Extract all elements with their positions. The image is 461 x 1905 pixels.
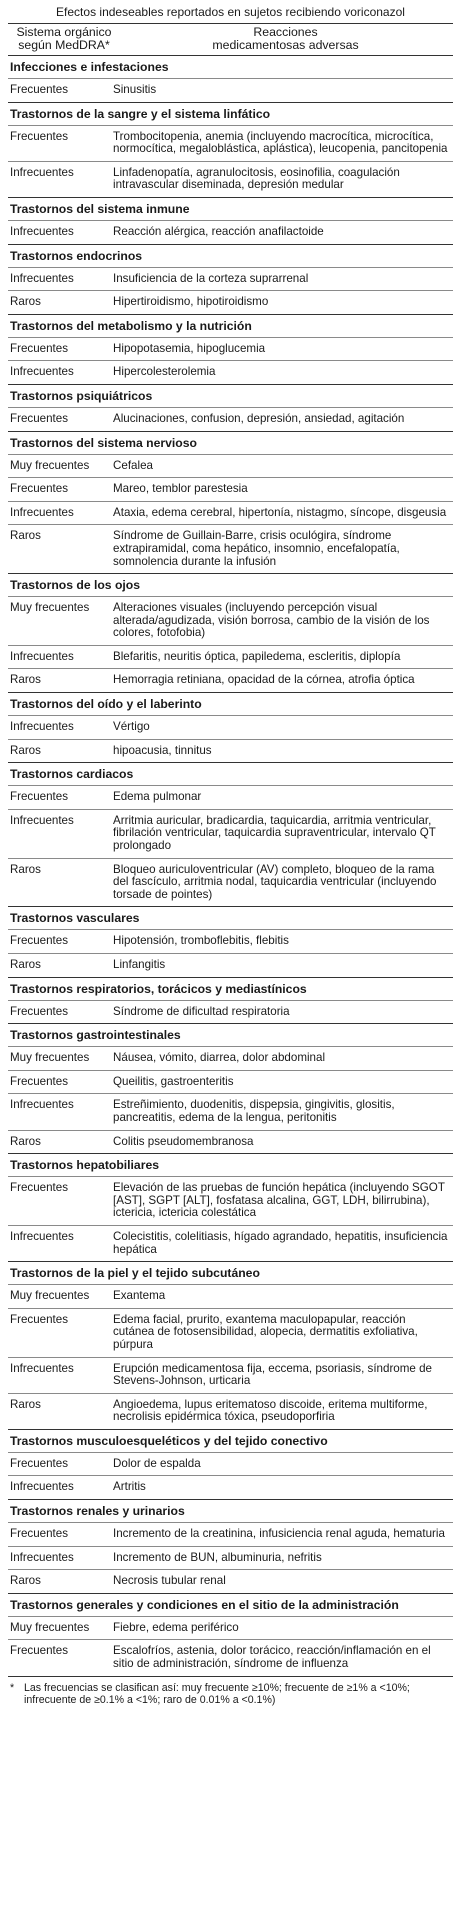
frequency-cell: Frecuentes — [10, 83, 68, 96]
header-reactions-line2: medicamentosas adversas — [212, 38, 359, 52]
frequency-cell: Frecuentes — [10, 934, 68, 948]
table-row — [8, 858, 453, 907]
frequency-cell: Muy frecuentes — [10, 1051, 90, 1065]
reaction-cell: Alucinaciones, confusion, depresión, ansiedad, agitación — [113, 411, 405, 425]
reaction-cell: Arritmia auricular, bradicardia, taquicardia, arritmia ventricular, fibrilación ventricular, taquicardia supraventricular, intervalo QT prolongado — [113, 813, 436, 853]
footnote-mark: * — [10, 1681, 15, 1694]
table-body — [8, 55, 453, 1676]
section-title: Trastornos psiquiátricos — [8, 384, 453, 407]
section-title: Trastornos de la piel y el tejido subcutáneo — [8, 1261, 453, 1284]
table-row — [8, 1308, 453, 1357]
section-title: Trastornos vasculares — [8, 906, 453, 929]
frequency-cell: Frecuentes — [10, 1074, 68, 1088]
frequency-cell: Raros — [10, 862, 41, 876]
reaction-cell: Síndrome de Guillain-Barre, crisis oculógira, síndrome extrapiramidal, coma hepático, insomnio, encefalopatía, somnolencia durante la infusión — [113, 529, 400, 568]
frequency-cell: Muy frecuentes — [10, 1289, 90, 1303]
header-organ-system-line2: según MedDRA* — [18, 38, 110, 52]
reaction-cell: Edema pulmonar — [113, 790, 202, 804]
reaction-cell: Artritis — [113, 1480, 146, 1494]
table-row — [8, 1093, 453, 1129]
reaction-cell: Dolor de espalda — [113, 1456, 201, 1470]
table-row — [8, 267, 453, 291]
reaction-cell: Síndrome de dificultad respiratoria — [113, 1004, 290, 1018]
frequency-cell: Raros — [10, 529, 41, 543]
reaction-cell: Sinusitis — [113, 83, 157, 96]
section-title: Trastornos respiratorios, torácicos y mediastínicos — [8, 977, 453, 1000]
table-row — [8, 668, 453, 692]
table-row — [8, 1357, 453, 1393]
reaction-cell: Reacción alérgica, reacción anafilactoide — [113, 224, 324, 238]
reaction-cell: Necrosis tubular renal — [113, 1574, 226, 1588]
footnote-text: Las frecuencias se clasifican así: muy frecuente ≥10%; frecuente de ≥1% a <10%; infrecuente de ≥0.1% a <1%; raro de 0.01% a <0.1%) — [24, 1681, 410, 1706]
table-row — [8, 360, 453, 384]
frequency-cell: Raros — [10, 1134, 41, 1148]
table-row — [8, 524, 453, 573]
section-title: Trastornos hepatobiliares — [8, 1153, 453, 1176]
frequency-cell: Muy frecuentes — [10, 601, 90, 615]
header-organ-system — [8, 26, 118, 52]
frequency-cell: Frecuentes — [10, 1644, 68, 1658]
frequency-cell: Infrecuentes — [10, 1550, 74, 1564]
table-row — [8, 1546, 453, 1570]
reaction-cell: Hipopotasemia, hipoglucemia — [113, 341, 266, 355]
header-reactions-line1: Reacciones — [253, 25, 318, 39]
frequency-cell: Frecuentes — [10, 341, 68, 355]
frequency-cell: Frecuentes — [10, 1456, 68, 1470]
section-title: Trastornos del oído y el laberinto — [8, 692, 453, 715]
table-row — [8, 596, 453, 645]
frequency-cell: Frecuentes — [10, 790, 68, 804]
table-row — [8, 1046, 453, 1070]
table-row — [8, 1284, 453, 1308]
table-header — [8, 24, 453, 55]
reaction-cell: Incremento de BUN, albuminuria, nefritis — [113, 1550, 322, 1564]
reaction-cell: Angioedema, lupus eritematoso discoide, eritema multiforme, necrolisis epidérmica tóxica, pseudoporfiria — [113, 1397, 428, 1424]
frequency-cell: Infrecuentes — [10, 1229, 74, 1243]
section-title: Trastornos del metabolismo y la nutrición — [8, 314, 453, 337]
frequency-cell: Infrecuentes — [10, 1098, 74, 1112]
table-row — [8, 337, 453, 361]
reaction-cell: hipoacusia, tinnitus — [113, 743, 212, 757]
table-row — [8, 809, 453, 858]
table-row — [8, 477, 453, 501]
table-row — [8, 1070, 453, 1094]
frequency-cell: Raros — [10, 295, 41, 309]
frequency-cell: Infrecuentes — [10, 813, 74, 827]
reaction-cell: Bloqueo auriculoventricular (AV) completo, bloqueo de la rama del fascículo, arritmia nodal, taquicardia ventricular (incluyendo torsade de pointes) — [113, 862, 437, 901]
reaction-cell: Escalofríos, astenia, dolor torácico, reacción/inflamación en el sitio de administración, síndrome de influenza — [113, 1644, 431, 1671]
reaction-cell: Hipotensión, tromboflebitis, flebitis — [113, 934, 289, 948]
frequency-cell: Muy frecuentes — [10, 458, 90, 472]
table-row — [8, 953, 453, 977]
section-title: Trastornos de los ojos — [8, 573, 453, 596]
frequency-cell: Raros — [10, 743, 41, 757]
section-title: Trastornos gastrointestinales — [8, 1023, 453, 1046]
table-row — [8, 1452, 453, 1476]
frequency-cell: Raros — [10, 1574, 41, 1588]
section-title: Trastornos de la sangre y el sistema linfático — [8, 102, 453, 125]
reaction-cell: Ataxia, edema cerebral, hipertonía, nistagmo, síncope, disgeusia — [113, 505, 447, 519]
frequency-cell: Infrecuentes — [10, 365, 74, 379]
frequency-cell: Infrecuentes — [10, 1480, 74, 1494]
reaction-cell: Trombocitopenia, anemia (incluyendo macrocítica, microcítica, normocítica, megaloblástica, aplástica), leucopenia, pancitopenia — [113, 129, 448, 156]
table-row — [8, 125, 453, 161]
section-title: Trastornos generales y condiciones en el sitio de la administración — [8, 1593, 453, 1616]
reaction-cell: Queilitis, gastroenteritis — [113, 1074, 234, 1088]
frequency-cell: Frecuentes — [10, 1181, 68, 1195]
section-title: Trastornos musculoesqueléticos y del tejido conectivo — [8, 1429, 453, 1452]
frequency-cell: Infrecuentes — [10, 505, 74, 519]
table-row — [8, 1393, 453, 1429]
frequency-cell: Infrecuentes — [10, 165, 74, 179]
reaction-cell: Erupción medicamentosa fija, eccema, psoriasis, síndrome de Stevens-Johnson, urticaria — [113, 1361, 432, 1388]
frequency-cell: Raros — [10, 673, 41, 687]
reaction-cell: Cefalea — [113, 458, 153, 472]
table-row — [8, 1616, 453, 1640]
table-row — [8, 454, 453, 478]
section-title: Infecciones e infestaciones — [8, 55, 453, 78]
reaction-cell: Mareo, temblor parestesia — [113, 482, 248, 496]
frequency-cell: Frecuentes — [10, 129, 68, 143]
table-row — [8, 785, 453, 809]
reaction-cell: Incremento de la creatinina, infusiciencia renal aguda, hematuria — [113, 1527, 445, 1541]
section-title: Trastornos renales y urinarios — [8, 1499, 453, 1522]
frequency-cell: Infrecuentes — [10, 720, 74, 734]
reaction-cell: Vértigo — [113, 720, 150, 734]
reaction-cell: Exantema — [113, 1289, 166, 1303]
table-row — [8, 929, 453, 953]
reaction-cell: Alteraciones visuales (incluyendo percepción visual alterada/agudizada, visión borrosa, cambio de la visión de los colores, fotofobia) — [113, 601, 430, 640]
table-caption: Efectos indeseables reportados en sujetos recibiendo voriconazol — [56, 5, 405, 19]
frequency-cell: Frecuentes — [10, 482, 68, 496]
table-row — [8, 1225, 453, 1261]
frequency-cell: Frecuentes — [10, 1527, 68, 1541]
reaction-cell: Hipertiroidismo, hipotiroidismo — [113, 295, 269, 309]
reaction-cell: Hipercolesterolemia — [113, 365, 216, 379]
table-row — [8, 739, 453, 763]
frequency-cell: Frecuentes — [10, 411, 68, 425]
frequency-cell: Infrecuentes — [10, 224, 74, 238]
reaction-cell: Hemorragia retiniana, opacidad de la córnea, atrofia óptica — [113, 673, 415, 687]
reaction-cell: Linfangitis — [113, 958, 166, 971]
section-title: Trastornos del sistema inmune — [8, 197, 453, 220]
frequency-cell: Infrecuentes — [10, 271, 74, 285]
reaction-cell: Estreñimiento, duodenitis, dispepsia, gingivitis, glositis, pancreatitis, edema de la lengua, peritonitis — [113, 1098, 395, 1124]
reaction-cell: Edema facial, prurito, exantema maculopapular, reacción cutánea de fotosensibilidad, alopecia, dermatitis exfoliativa, púrpura — [113, 1312, 418, 1351]
header-reactions — [118, 26, 453, 52]
table-row — [8, 1569, 453, 1593]
table-row — [8, 1522, 453, 1546]
table-footnote — [8, 1676, 453, 1706]
table-row — [8, 501, 453, 525]
table-row — [8, 1176, 453, 1225]
frequency-cell: Frecuentes — [10, 1312, 68, 1326]
table-row — [8, 1130, 453, 1154]
table-row — [8, 78, 453, 102]
header-organ-system-line1: Sistema orgánico — [16, 25, 112, 39]
table-row — [8, 645, 453, 669]
section-title: Trastornos endocrinos — [8, 244, 453, 267]
adverse-effects-table — [8, 0, 453, 1706]
reaction-cell: Blefaritis, neuritis óptica, papiledema, escleritis, diplopía — [113, 649, 401, 663]
frequency-cell: Infrecuentes — [10, 649, 74, 663]
frequency-cell: Infrecuentes — [10, 1361, 74, 1375]
table-row — [8, 1000, 453, 1024]
table-row — [8, 161, 453, 197]
reaction-cell: Fiebre, edema periférico — [113, 1620, 239, 1634]
table-row — [8, 715, 453, 739]
reaction-cell: Elevación de las pruebas de función hepática (incluyendo SGOT [AST], SGPT [ALT], fosfatasa alcalina, GGT, LDH, bilirrubina), ictericia, ictericia colestática — [113, 1181, 445, 1220]
table-row — [8, 220, 453, 244]
table-row — [8, 407, 453, 431]
section-title: Trastornos del sistema nervioso — [8, 431, 453, 454]
frequency-cell: Frecuentes — [10, 1004, 68, 1018]
reaction-cell: Linfadenopatía, agranulocitosis, eosinofilia, coagulación intravascular diseminada, depresión medular — [113, 165, 400, 192]
reaction-cell: Insuficiencia de la corteza suprarrenal — [113, 271, 309, 285]
section-title: Trastornos cardiacos — [8, 762, 453, 785]
frequency-cell: Muy frecuentes — [10, 1620, 90, 1634]
reaction-cell: Colitis pseudomembranosa — [113, 1134, 254, 1148]
reaction-cell: Colecistitis, colelitiasis, hígado agrandado, hepatitis, insuficiencia hepática — [113, 1229, 448, 1256]
table-row — [8, 1475, 453, 1499]
table-row — [8, 290, 453, 314]
reaction-cell: Náusea, vómito, diarrea, dolor abdominal — [113, 1051, 326, 1065]
frequency-cell: Raros — [10, 958, 41, 971]
frequency-cell: Raros — [10, 1397, 41, 1411]
table-row — [8, 1639, 453, 1675]
